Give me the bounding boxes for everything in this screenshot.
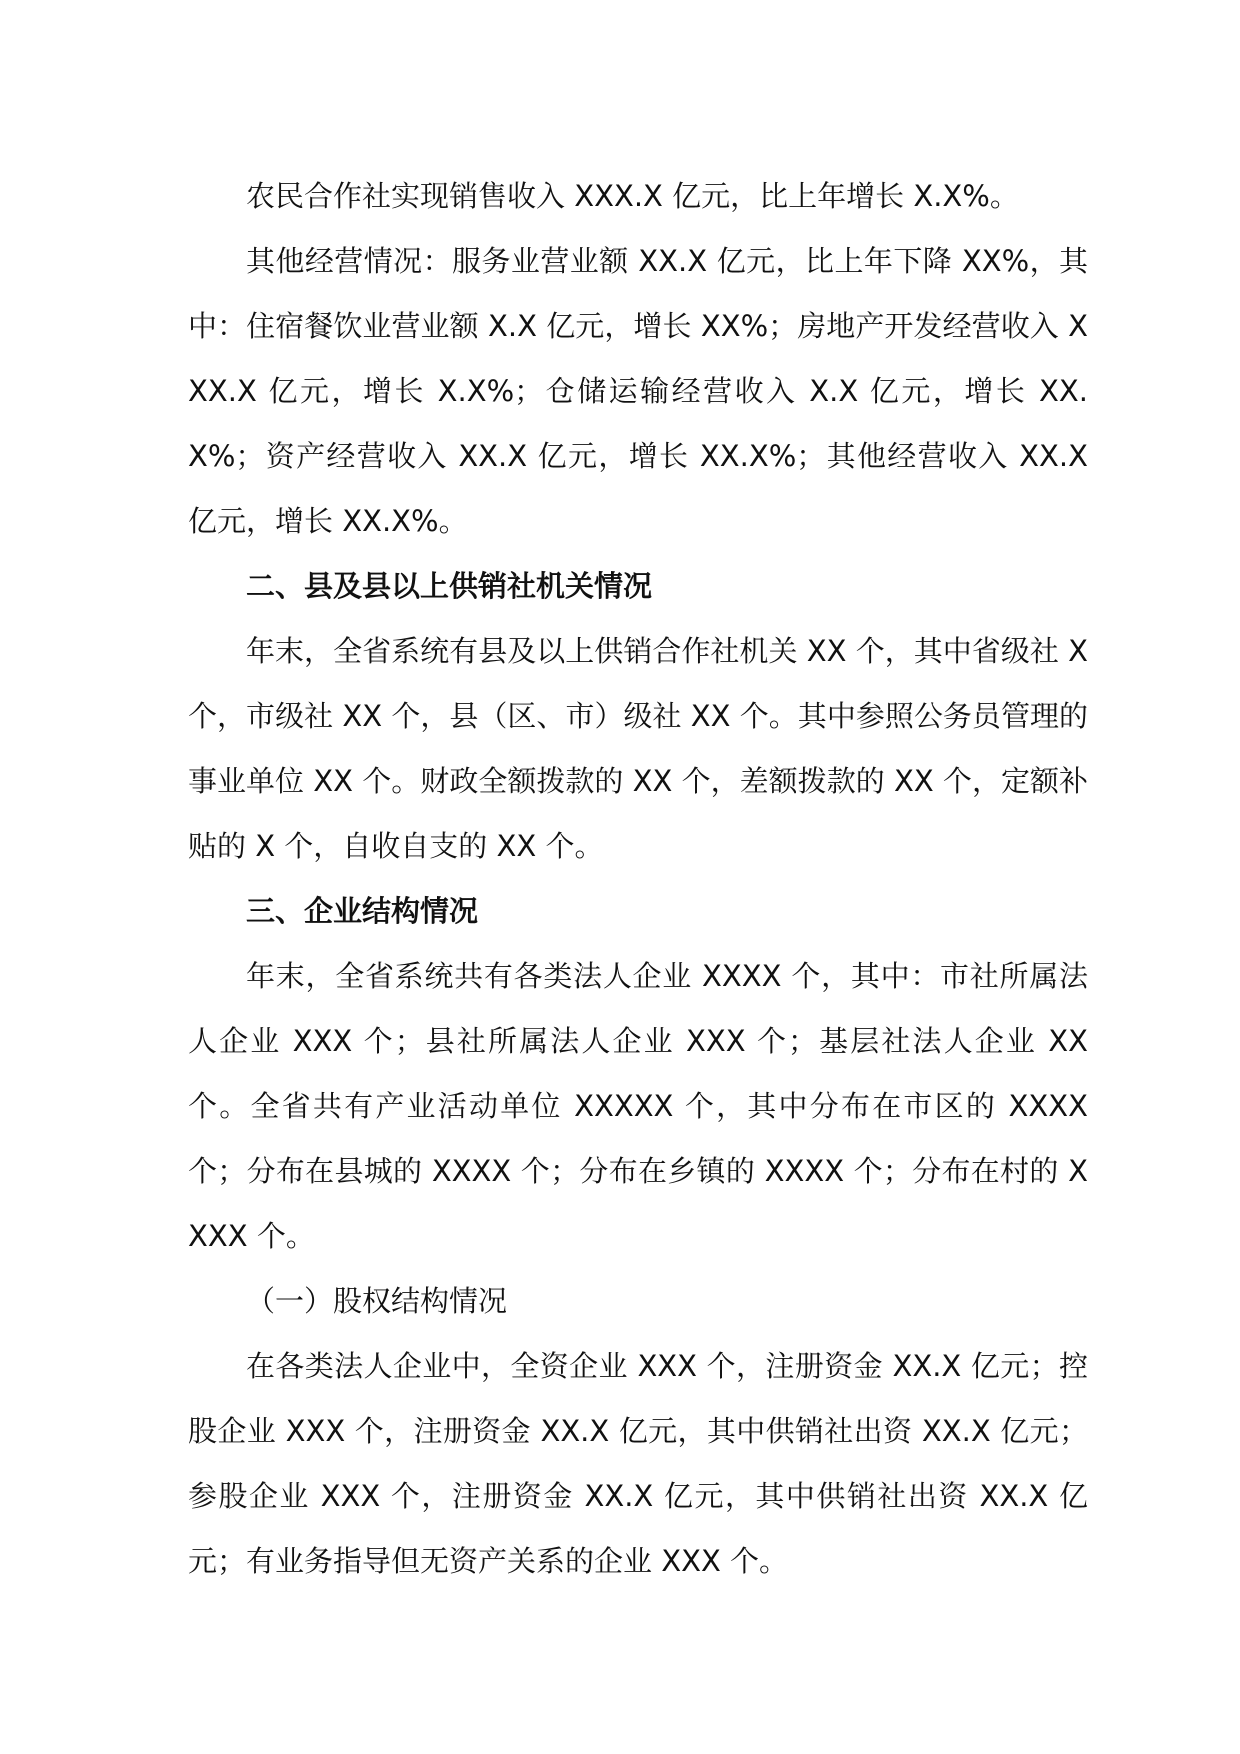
paragraph-cooperative-sales: 农民合作社实现销售收入 XXX.X 亿元，比上年增长 X.X%。 [246,179,1019,213]
paragraph-other-operations: 其他经营情况：服务业营业额 XX.X 亿元，比上年下降 XX%，其中：住宿餐饮业营业额 X.X 亿元，增长 XX%；房地产开发经营收入 XXX.X 亿元，增长 X.X%；仓储运输经营收入 X.X 亿元，增长 XX.X%；资产经营收入 XX.X 亿元，增长 XX.X%；其他经营收入 XX.X 亿元，增长 XX.X%。 [188,244,1088,538]
section-heading-county-agencies: 二、县及县以上供销社机关情况 [246,569,653,603]
paragraph-equity-structure: 在各类法人企业中，全资企业 XXX 个，注册资金 XX.X 亿元；控股企业 XXX 个，注册资金 XX.X 亿元，其中供销社出资 XX.X 亿元；参股企业 XXX 个，注册资金 XX.X 亿元，其中供销社出资 XX.X 亿元；有业务指导但无资产关系的企业 XXX 个。 [188,1349,1088,1578]
section-heading-enterprise-structure: 三、企业结构情况 [246,894,479,928]
paragraph-county-agencies: 年末，全省系统有县及以上供销合作社机关 XX 个，其中省级社 X 个，市级社 XX 个，县（区、市）级社 XX 个。其中参照公务员管理的事业单位 XX 个。财政全额拨款的 XX 个，差额拨款的 XX 个，定额补贴的 X 个，自收自支的 XX 个。 [188,634,1088,863]
document-body [188,164,1088,1594]
subsection-heading-equity-structure: （一）股权结构情况 [246,1284,508,1318]
paragraph-enterprise-structure: 年末，全省系统共有各类法人企业 XXXX 个，其中：市社所属法人企业 XXX 个；县社所属法人企业 XXX 个；基层社法人企业 XX 个。全省共有产业活动单位 XXXXX 个，其中分布在市区的 XXXX 个；分布在县城的 XXXX 个；分布在乡镇的 XXXX 个；分布在村的 XXXX 个。 [188,959,1088,1253]
